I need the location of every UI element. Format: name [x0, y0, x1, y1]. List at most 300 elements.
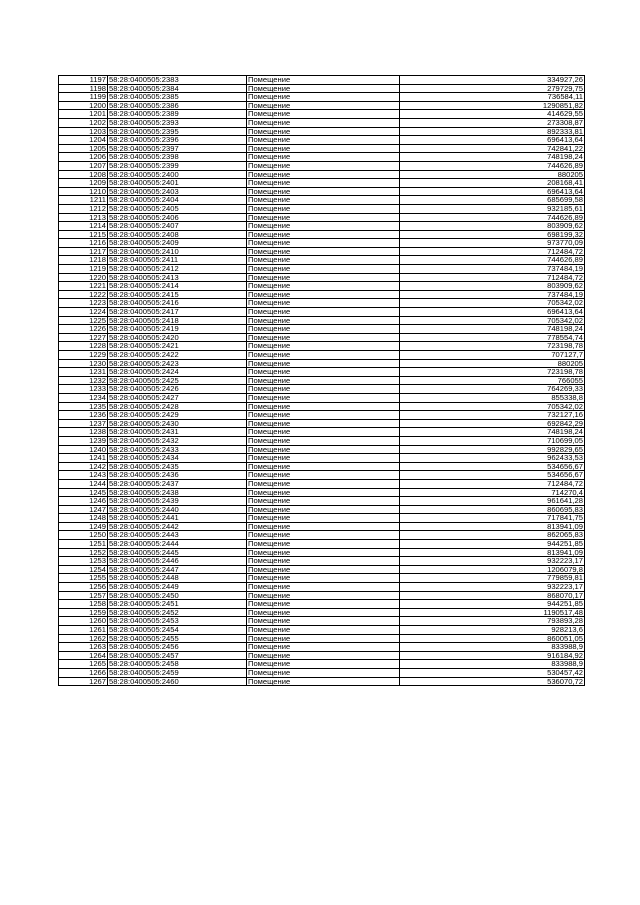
- object-type-cell: Помещение: [247, 617, 400, 626]
- row-number-cell: 1203: [59, 127, 108, 136]
- row-number-cell: 1204: [59, 136, 108, 145]
- cadastral-value-cell: 685699,58: [400, 196, 585, 205]
- cadastral-value-cell: 744626,89: [400, 256, 585, 265]
- cadastral-number-cell: 58:28:0400505:2428: [108, 402, 247, 411]
- table-row: [59, 170, 585, 179]
- row-number-cell: 1198: [59, 84, 108, 93]
- cadastral-value-cell: 813941,09: [400, 548, 585, 557]
- cadastral-value-cell: 973770,09: [400, 239, 585, 248]
- object-type-cell: Помещение: [247, 497, 400, 506]
- cadastral-number-cell: 58:28:0400505:2395: [108, 127, 247, 136]
- table-row: [59, 540, 585, 549]
- row-number-cell: 1261: [59, 626, 108, 635]
- object-type-cell: Помещение: [247, 153, 400, 162]
- row-number-cell: 1209: [59, 179, 108, 188]
- cadastral-number-cell: 58:28:0400505:2456: [108, 643, 247, 652]
- table-row: [59, 454, 585, 463]
- object-type-cell: Помещение: [247, 626, 400, 635]
- table-row: [59, 265, 585, 274]
- cadastral-value-cell: 707127,7: [400, 351, 585, 360]
- cadastral-number-cell: 58:28:0400505:2429: [108, 411, 247, 420]
- object-type-cell: Помещение: [247, 411, 400, 420]
- cadastral-value-cell: 732127,16: [400, 411, 585, 420]
- cadastral-number-cell: 58:28:0400505:2408: [108, 230, 247, 239]
- table-row: [59, 290, 585, 299]
- object-type-cell: Помещение: [247, 591, 400, 600]
- object-type-cell: Помещение: [247, 651, 400, 660]
- row-number-cell: 1263: [59, 643, 108, 652]
- cadastral-value-cell: 744626,89: [400, 213, 585, 222]
- row-number-cell: 1232: [59, 376, 108, 385]
- row-number-cell: 1227: [59, 333, 108, 342]
- cadastral-number-cell: 58:28:0400505:2426: [108, 385, 247, 394]
- table-row: [59, 273, 585, 282]
- cadastral-value-cell: 530457,42: [400, 668, 585, 677]
- cadastral-number-cell: 58:28:0400505:2458: [108, 660, 247, 669]
- cadastral-value-cell: 932223,17: [400, 557, 585, 566]
- row-number-cell: 1253: [59, 557, 108, 566]
- cadastral-value-cell: 692842,29: [400, 419, 585, 428]
- object-type-cell: Помещение: [247, 565, 400, 574]
- cadastral-value-cell: 696413,64: [400, 308, 585, 317]
- cadastral-number-cell: 58:28:0400505:2410: [108, 247, 247, 256]
- table-row: [59, 660, 585, 669]
- cadastral-number-cell: 58:28:0400505:2396: [108, 136, 247, 145]
- cadastral-number-cell: 58:28:0400505:2423: [108, 359, 247, 368]
- row-number-cell: 1246: [59, 497, 108, 506]
- row-number-cell: 1208: [59, 170, 108, 179]
- cadastral-value-cell: 1190517,48: [400, 608, 585, 617]
- cadastral-number-cell: 58:28:0400505:2384: [108, 84, 247, 93]
- row-number-cell: 1221: [59, 282, 108, 291]
- cadastral-value-cell: 536070,72: [400, 677, 585, 686]
- cadastral-value-cell: 737484,19: [400, 265, 585, 274]
- object-type-cell: Помещение: [247, 170, 400, 179]
- table-row: [59, 497, 585, 506]
- row-number-cell: 1237: [59, 419, 108, 428]
- table-row: [59, 419, 585, 428]
- row-number-cell: 1216: [59, 239, 108, 248]
- object-type-cell: Помещение: [247, 342, 400, 351]
- table-row: [59, 213, 585, 222]
- cadastral-value-cell: 534656,67: [400, 471, 585, 480]
- row-number-cell: 1239: [59, 436, 108, 445]
- cadastral-number-cell: 58:28:0400505:2435: [108, 462, 247, 471]
- cadastral-value-cell: 868070,17: [400, 591, 585, 600]
- row-number-cell: 1262: [59, 634, 108, 643]
- cadastral-value-cell: 705342,02: [400, 316, 585, 325]
- table-row: [59, 161, 585, 170]
- object-type-cell: Помещение: [247, 531, 400, 540]
- cadastral-number-cell: 58:28:0400505:2444: [108, 540, 247, 549]
- object-type-cell: Помещение: [247, 385, 400, 394]
- object-type-cell: Помещение: [247, 634, 400, 643]
- cadastral-number-cell: 58:28:0400505:2422: [108, 351, 247, 360]
- object-type-cell: Помещение: [247, 247, 400, 256]
- table-row: [59, 574, 585, 583]
- table-row: [59, 436, 585, 445]
- cadastral-value-cell: 723198,78: [400, 342, 585, 351]
- cadastral-value-cell: 742841,22: [400, 144, 585, 153]
- cadastral-number-cell: 58:28:0400505:2442: [108, 522, 247, 531]
- table-row: [59, 222, 585, 231]
- object-type-cell: Помещение: [247, 136, 400, 145]
- cadastral-value-cell: 279729,75: [400, 84, 585, 93]
- cadastral-value-cell: 748198,24: [400, 325, 585, 334]
- row-number-cell: 1250: [59, 531, 108, 540]
- cadastral-number-cell: 58:28:0400505:2397: [108, 144, 247, 153]
- row-number-cell: 1256: [59, 583, 108, 592]
- row-number-cell: 1211: [59, 196, 108, 205]
- cadastral-number-cell: 58:28:0400505:2454: [108, 626, 247, 635]
- object-type-cell: Помещение: [247, 161, 400, 170]
- cadastral-value-cell: 855338,8: [400, 393, 585, 402]
- table-row: [59, 84, 585, 93]
- cadastral-value-cell: 793893,28: [400, 617, 585, 626]
- cadastral-value-cell: 833988,9: [400, 643, 585, 652]
- cadastral-value-cell: 962433,53: [400, 454, 585, 463]
- cadastral-number-cell: 58:28:0400505:2430: [108, 419, 247, 428]
- cadastral-number-cell: 58:28:0400505:2399: [108, 161, 247, 170]
- table-row: [59, 179, 585, 188]
- row-number-cell: 1243: [59, 471, 108, 480]
- table-row: [59, 204, 585, 213]
- table-row: [59, 522, 585, 531]
- table-row: [59, 127, 585, 136]
- row-number-cell: 1201: [59, 110, 108, 119]
- row-number-cell: 1212: [59, 204, 108, 213]
- cadastral-value-cell: 862065,83: [400, 531, 585, 540]
- object-type-cell: Помещение: [247, 118, 400, 127]
- table-row: [59, 351, 585, 360]
- row-number-cell: 1223: [59, 299, 108, 308]
- row-number-cell: 1233: [59, 385, 108, 394]
- table-row: [59, 505, 585, 514]
- table-row: [59, 462, 585, 471]
- object-type-cell: Помещение: [247, 479, 400, 488]
- object-type-cell: Помещение: [247, 402, 400, 411]
- table-row: [59, 282, 585, 291]
- cadastral-number-cell: 58:28:0400505:2389: [108, 110, 247, 119]
- cadastral-number-cell: 58:28:0400505:2405: [108, 204, 247, 213]
- row-number-cell: 1240: [59, 445, 108, 454]
- table-row: [59, 325, 585, 334]
- row-number-cell: 1257: [59, 591, 108, 600]
- table-row: [59, 608, 585, 617]
- row-number-cell: 1206: [59, 153, 108, 162]
- row-number-cell: 1249: [59, 522, 108, 531]
- object-type-cell: Помещение: [247, 660, 400, 669]
- object-type-cell: Помещение: [247, 548, 400, 557]
- cadastral-number-cell: 58:28:0400505:2433: [108, 445, 247, 454]
- cadastral-number-cell: 58:28:0400505:2432: [108, 436, 247, 445]
- object-type-cell: Помещение: [247, 204, 400, 213]
- object-type-cell: Помещение: [247, 471, 400, 480]
- cadastral-value-cell: 717841,75: [400, 514, 585, 523]
- cadastral-value-cell: 932185,61: [400, 204, 585, 213]
- cadastral-value-cell: 698199,32: [400, 230, 585, 239]
- row-number-cell: 1252: [59, 548, 108, 557]
- table-row: [59, 118, 585, 127]
- object-type-cell: Помещение: [247, 600, 400, 609]
- table-row: [59, 256, 585, 265]
- object-type-cell: Помещение: [247, 368, 400, 377]
- cadastral-number-cell: 58:28:0400505:2438: [108, 488, 247, 497]
- registry-table-body: [59, 76, 585, 686]
- object-type-cell: Помещение: [247, 643, 400, 652]
- table-row: [59, 643, 585, 652]
- row-number-cell: 1259: [59, 608, 108, 617]
- cadastral-value-cell: 736584,11: [400, 93, 585, 102]
- row-number-cell: 1229: [59, 351, 108, 360]
- cadastral-number-cell: 58:28:0400505:2407: [108, 222, 247, 231]
- table-row: [59, 239, 585, 248]
- cadastral-value-cell: 705342,02: [400, 402, 585, 411]
- row-number-cell: 1255: [59, 574, 108, 583]
- cadastral-number-cell: 58:28:0400505:2446: [108, 557, 247, 566]
- cadastral-value-cell: 696413,64: [400, 187, 585, 196]
- object-type-cell: Помещение: [247, 290, 400, 299]
- row-number-cell: 1205: [59, 144, 108, 153]
- cadastral-number-cell: 58:28:0400505:2403: [108, 187, 247, 196]
- row-number-cell: 1267: [59, 677, 108, 686]
- object-type-cell: Помещение: [247, 505, 400, 514]
- table-row: [59, 428, 585, 437]
- object-type-cell: Помещение: [247, 273, 400, 282]
- cadastral-number-cell: 58:28:0400505:2443: [108, 531, 247, 540]
- object-type-cell: Помещение: [247, 668, 400, 677]
- cadastral-number-cell: 58:28:0400505:2453: [108, 617, 247, 626]
- cadastral-value-cell: 928213,6: [400, 626, 585, 635]
- object-type-cell: Помещение: [247, 557, 400, 566]
- object-type-cell: Помещение: [247, 239, 400, 248]
- cadastral-number-cell: 58:28:0400505:2449: [108, 583, 247, 592]
- table-row: [59, 368, 585, 377]
- row-number-cell: 1222: [59, 290, 108, 299]
- row-number-cell: 1217: [59, 247, 108, 256]
- object-type-cell: Помещение: [247, 213, 400, 222]
- cadastral-value-cell: 710699,05: [400, 436, 585, 445]
- cadastral-value-cell: 992829,65: [400, 445, 585, 454]
- cadastral-number-cell: 58:28:0400505:2439: [108, 497, 247, 506]
- cadastral-value-cell: 766055: [400, 376, 585, 385]
- row-number-cell: 1265: [59, 660, 108, 669]
- row-number-cell: 1200: [59, 101, 108, 110]
- cadastral-value-cell: 778554,74: [400, 333, 585, 342]
- cadastral-value-cell: 860051,05: [400, 634, 585, 643]
- cadastral-value-cell: 748198,24: [400, 153, 585, 162]
- cadastral-number-cell: 58:28:0400505:2417: [108, 308, 247, 317]
- cadastral-number-cell: 58:28:0400505:2413: [108, 273, 247, 282]
- table-row: [59, 110, 585, 119]
- object-type-cell: Помещение: [247, 351, 400, 360]
- object-type-cell: Помещение: [247, 282, 400, 291]
- table-row: [59, 385, 585, 394]
- cadastral-number-cell: 58:28:0400505:2411: [108, 256, 247, 265]
- object-type-cell: Помещение: [247, 76, 400, 85]
- object-type-cell: Помещение: [247, 230, 400, 239]
- object-type-cell: Помещение: [247, 299, 400, 308]
- object-type-cell: Помещение: [247, 454, 400, 463]
- cadastral-number-cell: 58:28:0400505:2406: [108, 213, 247, 222]
- cadastral-value-cell: 712484,72: [400, 247, 585, 256]
- cadastral-number-cell: 58:28:0400505:2447: [108, 565, 247, 574]
- table-row: [59, 411, 585, 420]
- table-row: [59, 445, 585, 454]
- cadastral-number-cell: 58:28:0400505:2434: [108, 454, 247, 463]
- cadastral-value-cell: 714270,4: [400, 488, 585, 497]
- cadastral-value-cell: 748198,24: [400, 428, 585, 437]
- object-type-cell: Помещение: [247, 428, 400, 437]
- table-row: [59, 634, 585, 643]
- row-number-cell: 1215: [59, 230, 108, 239]
- table-row: [59, 101, 585, 110]
- cadastral-value-cell: 860695,83: [400, 505, 585, 514]
- table-row: [59, 548, 585, 557]
- cadastral-value-cell: 833988,9: [400, 660, 585, 669]
- row-number-cell: 1224: [59, 308, 108, 317]
- table-row: [59, 557, 585, 566]
- cadastral-number-cell: 58:28:0400505:2441: [108, 514, 247, 523]
- object-type-cell: Помещение: [247, 179, 400, 188]
- cadastral-value-cell: 892333,81: [400, 127, 585, 136]
- object-type-cell: Помещение: [247, 359, 400, 368]
- row-number-cell: 1266: [59, 668, 108, 677]
- row-number-cell: 1207: [59, 161, 108, 170]
- cadastral-number-cell: 58:28:0400505:2445: [108, 548, 247, 557]
- object-type-cell: Помещение: [247, 110, 400, 119]
- cadastral-value-cell: 803909,62: [400, 222, 585, 231]
- row-number-cell: 1264: [59, 651, 108, 660]
- cadastral-value-cell: 1290851,82: [400, 101, 585, 110]
- cadastral-number-cell: 58:28:0400505:2451: [108, 600, 247, 609]
- cadastral-value-cell: 744626,89: [400, 161, 585, 170]
- object-type-cell: Помещение: [247, 196, 400, 205]
- table-row: [59, 514, 585, 523]
- cadastral-value-cell: 1206079,8: [400, 565, 585, 574]
- cadastral-value-cell: 712484,72: [400, 273, 585, 282]
- table-row: [59, 93, 585, 102]
- table-row: [59, 626, 585, 635]
- table-row: [59, 531, 585, 540]
- cadastral-value-cell: 944251,85: [400, 540, 585, 549]
- cadastral-number-cell: 58:28:0400505:2415: [108, 290, 247, 299]
- cadastral-number-cell: 58:28:0400505:2455: [108, 634, 247, 643]
- object-type-cell: Помещение: [247, 488, 400, 497]
- object-type-cell: Помещение: [247, 127, 400, 136]
- cadastral-number-cell: 58:28:0400505:2459: [108, 668, 247, 677]
- table-row: [59, 333, 585, 342]
- cadastral-value-cell: 696413,64: [400, 136, 585, 145]
- row-number-cell: 1245: [59, 488, 108, 497]
- table-row: [59, 342, 585, 351]
- cadastral-number-cell: 58:28:0400505:2401: [108, 179, 247, 188]
- cadastral-value-cell: 932223,17: [400, 583, 585, 592]
- cadastral-number-cell: 58:28:0400505:2420: [108, 333, 247, 342]
- object-type-cell: Помещение: [247, 445, 400, 454]
- object-type-cell: Помещение: [247, 308, 400, 317]
- object-type-cell: Помещение: [247, 101, 400, 110]
- object-type-cell: Помещение: [247, 514, 400, 523]
- table-row: [59, 376, 585, 385]
- cadastral-number-cell: 58:28:0400505:2448: [108, 574, 247, 583]
- table-row: [59, 230, 585, 239]
- cadastral-value-cell: 764269,33: [400, 385, 585, 394]
- table-row: [59, 76, 585, 85]
- object-type-cell: Помещение: [247, 677, 400, 686]
- cadastral-value-cell: 944251,85: [400, 600, 585, 609]
- cadastral-value-cell: 208168,41: [400, 179, 585, 188]
- cadastral-number-cell: 58:28:0400505:2409: [108, 239, 247, 248]
- cadastral-value-cell: 961641,28: [400, 497, 585, 506]
- cadastral-value-cell: 334927,26: [400, 76, 585, 85]
- row-number-cell: 1235: [59, 402, 108, 411]
- object-type-cell: Помещение: [247, 393, 400, 402]
- object-type-cell: Помещение: [247, 522, 400, 531]
- cadastral-number-cell: 58:28:0400505:2431: [108, 428, 247, 437]
- cadastral-number-cell: 58:28:0400505:2412: [108, 265, 247, 274]
- row-number-cell: 1242: [59, 462, 108, 471]
- cadastral-value-cell: 273308,87: [400, 118, 585, 127]
- cadastral-number-cell: 58:28:0400505:2393: [108, 118, 247, 127]
- table-row: [59, 668, 585, 677]
- row-number-cell: 1254: [59, 565, 108, 574]
- row-number-cell: 1219: [59, 265, 108, 274]
- row-number-cell: 1220: [59, 273, 108, 282]
- cadastral-value-cell: 779859,81: [400, 574, 585, 583]
- cadastral-number-cell: 58:28:0400505:2386: [108, 101, 247, 110]
- cadastral-value-cell: 737484,19: [400, 290, 585, 299]
- table-row: [59, 591, 585, 600]
- cadastral-number-cell: 58:28:0400505:2460: [108, 677, 247, 686]
- row-number-cell: 1213: [59, 213, 108, 222]
- cadastral-value-cell: 712484,72: [400, 479, 585, 488]
- object-type-cell: Помещение: [247, 187, 400, 196]
- cadastral-number-cell: 58:28:0400505:2385: [108, 93, 247, 102]
- cadastral-number-cell: 58:28:0400505:2416: [108, 299, 247, 308]
- table-row: [59, 136, 585, 145]
- table-row: [59, 600, 585, 609]
- cadastral-number-cell: 58:28:0400505:2425: [108, 376, 247, 385]
- cadastral-value-cell: 813941,09: [400, 522, 585, 531]
- row-number-cell: 1202: [59, 118, 108, 127]
- cadastral-number-cell: 58:28:0400505:2457: [108, 651, 247, 660]
- cadastral-number-cell: 58:28:0400505:2419: [108, 325, 247, 334]
- cadastral-value-cell: 414629,55: [400, 110, 585, 119]
- table-row: [59, 617, 585, 626]
- object-type-cell: Помещение: [247, 265, 400, 274]
- object-type-cell: Помещение: [247, 256, 400, 265]
- table-row: [59, 479, 585, 488]
- row-number-cell: 1251: [59, 540, 108, 549]
- cadastral-number-cell: 58:28:0400505:2424: [108, 368, 247, 377]
- row-number-cell: 1258: [59, 600, 108, 609]
- table-row: [59, 402, 585, 411]
- object-type-cell: Помещение: [247, 419, 400, 428]
- cadastral-number-cell: 58:28:0400505:2418: [108, 316, 247, 325]
- row-number-cell: 1225: [59, 316, 108, 325]
- row-number-cell: 1260: [59, 617, 108, 626]
- object-type-cell: Помещение: [247, 583, 400, 592]
- object-type-cell: Помещение: [247, 608, 400, 617]
- table-row: [59, 565, 585, 574]
- table-row: [59, 488, 585, 497]
- cadastral-value-cell: 534656,67: [400, 462, 585, 471]
- cadastral-value-cell: 705342,02: [400, 299, 585, 308]
- table-row: [59, 316, 585, 325]
- object-type-cell: Помещение: [247, 316, 400, 325]
- cadastral-value-cell: 916184,92: [400, 651, 585, 660]
